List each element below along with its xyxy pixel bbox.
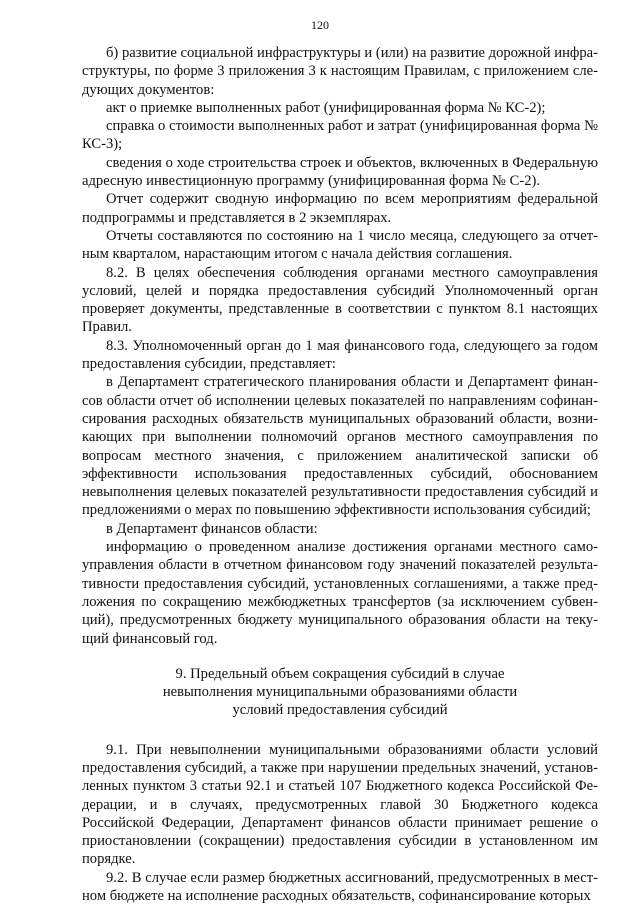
page-content (82, 44, 598, 905)
section-9-heading (82, 665, 598, 720)
page-number: 120 (311, 18, 329, 32)
paragraph-9-2: 9.2. В случае если размер бюджетных ассигнований, предусмотренных в местном бюджете на исполнение расходных обязательств, софинансирование которых (82, 869, 598, 905)
section-9-heading-line-2: невыполнения муниципальными образованиями области (162, 684, 518, 701)
paragraph-strategic-planning-report: в Департамент стратегического планирования области и Департамент финансов области отчет об исполнении целевых показателей по направлениям софинансирования расходных обязательств муниципальных образований области, возникающих при выполнении полномочий органов местного самоуправления по вопросам местного значения, с приложением аналитической записки об эффективности использования предоставленных субсидий, обоснованием невыполнения целевых показателей результативности предоставления субсидий и предложениями о мерах по повышению эффективности использования субсидий; (82, 374, 598, 519)
paragraph-analysis-information: информацию о проведенном анализе достижения органами местного самоуправления области в отчетном финансовом году значений показателей результативности предоставления субсидий, установленных соглашениями, а также предложения по сокращению межбюджетных трансфертов (за исключением субвенций), предусмотренных бюджету муниципального образования области на текущий финансовый год. (82, 539, 598, 647)
paragraph-9-1: 9.1. При невыполнении муниципальными образованиями области условий предоставления субсидий, а также при нарушении предельных значений, установленных пунктом 3 статьи 92.1 и статьей 107 Бюджетного кодекса Российской Федерации, и в случаях, предусмотренных главой 30 Бюджетного кодекса Российской Федерации, Департамент финансов области принимает решение о приостановлении (сокращении) предоставления субсидии в установленном им порядке. (82, 741, 598, 868)
paragraph-report-schedule: Отчеты составляются по состоянию на 1 число месяца, следующего за отчетным кварталом, нарастающим итогом с начала действия соглашения. (82, 227, 598, 263)
paragraph-b-social-infrastructure: б) развитие социальной инфраструктуры и (или) на развитие дорожной инфраструктуры, по форме 3 приложения 3 к настоящим Правилам, с приложением следующих документов: (82, 45, 598, 98)
paragraph-report-summary: Отчет содержит сводную информацию по всем мероприятиям федеральной подпрограммы и представляется в 2 экземплярах. (82, 191, 598, 226)
paragraph-ks2-act: акт о приемке выполненных работ (унифицированная форма № КС-2); (106, 99, 546, 116)
paragraph-finance-department: в Департамент финансов области: (106, 520, 318, 537)
paragraph-c2-construction-info: сведения о ходе строительства строек и объектов, включенных в Федеральную адресную инвестиционную программу (унифицированная форма № С-2). (82, 154, 598, 190)
paragraph-8-2: 8.2. В целях обеспечения соблюдения органами местного самоуправления условий, целей и порядка предоставления субсидий Уполномоченный орган проверяет документы, представленные в соответствии с пунктом 8.1 настоящих Правил. (82, 264, 598, 336)
paragraph-8-3: 8.3. Уполномоченный орган до 1 мая финансового года, следующего за годом предоставления субсидии, представляет: (82, 337, 598, 373)
section-9-heading-line-3: условий предоставления субсидий (232, 702, 448, 719)
section-9-heading-line-1: 9. Предельный объем сокращения субсидий в случае (175, 665, 505, 682)
paragraph-ks3-certificate: справка о стоимости выполненных работ и затрат (унифицированная форма № КС-3); (82, 118, 598, 153)
